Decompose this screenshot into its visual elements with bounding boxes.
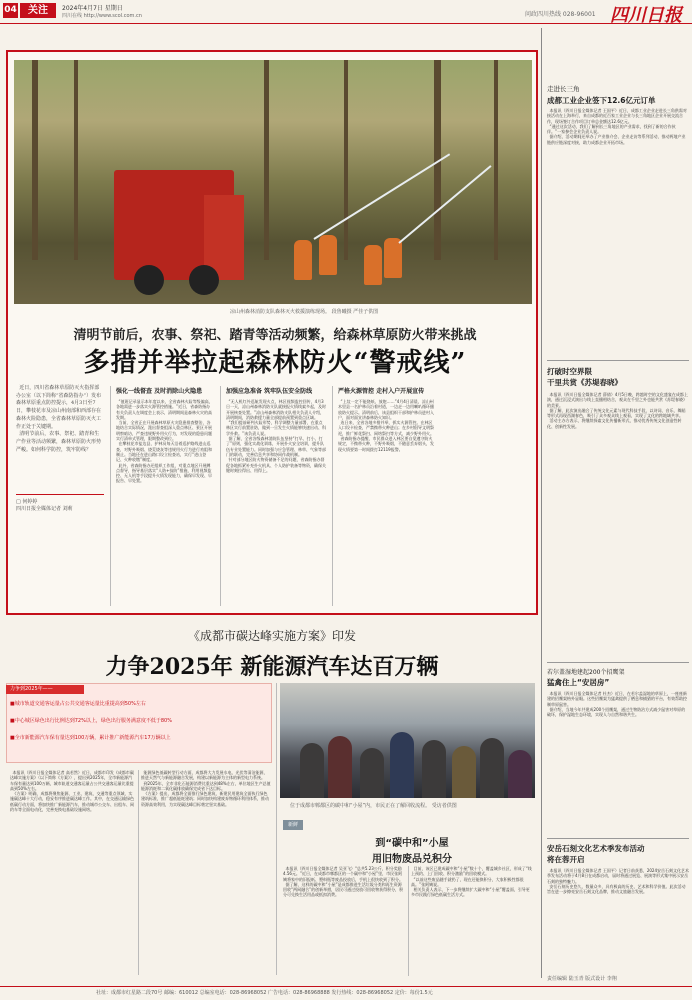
story3-headline-line2: 用旧物废品兑积分 [372, 854, 452, 865]
right-story4-body: 本报讯（四川日报全媒体记者 王国平）记者日前获悉，2024安岳石刻文化艺术季发布活动将于4月8日在成都启动，届时将通过展览、展演等形式集中展示安岳石刻的独特魅力。 安岳石刻历史悠久、数量众多，具有极高的历史、艺术和科学价值。此次活动旨在进一步擦亮安岳石刻文化品牌，推动文旅融合发展。 [547, 868, 689, 895]
column-heading: 强化一线督查 及时消除山火隐患 [116, 388, 203, 395]
story3-headline-line1: 到“碳中和”小屋 [375, 838, 449, 849]
right-story2-title: 打破时空界限 干里共赏《苏堤春晓》 [547, 367, 622, 387]
feature-tag: 新鲜 [283, 820, 303, 830]
website: 四川在线 http://www.scol.com.cn [62, 13, 142, 19]
column-heading: 严格火源管控 走村入户开展宣传 [338, 388, 425, 395]
right-story3-body: 本报讯（四川日报全媒体记者 杜杰）近日，在若尔盖湿地的草原上，一座座新建的招鹰架格外显眼。这些招鹰架为猛禽提供了栖息和捕猎的平台，有效帮助控制草原鼠害。 据介绍，当地今年共建成200个招鹰架，通过生物防治方式减少鼠害对草原的破坏，保护湿地生态环境，实现人与自然和谐共生。 [547, 691, 687, 718]
section-label: 关注 [20, 3, 56, 18]
right-story1-kicker: 走进长三角 [547, 85, 580, 93]
key-figure-line: ■城市轨道交通客运量占公共交通客运量比重提高到50%左右 [10, 701, 146, 707]
story2-kicker: 《成都市碳达峰实施方案》印发 [187, 629, 356, 643]
story2-headline: 力争2025年 新能源汽车达百万辆 [105, 654, 439, 680]
story2-column-1: 本报讯（四川日报全媒体记者 高若然）近日，成都市印发《成都市碳达峰实施方案》（以下简称《方案》），提出到2025年，全市新能源汽车保有量达到100万辆，城市轨道交通客运量占公共交通客运量比重提高到50%左右。 《方案》明确，成都将聚焦能源、工业、建筑、交通等重点领域，实施碳达峰十大行动，稳妥有序推进碳达峰工作。其中，在交通运输绿色低碳行动方面，将加快推广新能源汽车，推动城市公交车、出租车、网约车等全面电动化，完善充换电基础设施网络。 [10, 770, 134, 813]
column-text: “值班记录显示本年度以来，全省森林火险等级偏高，各地需进一步落实火源管控措施。”近日，省森防指办有关负责人在调度会上表示，清明期间是森林火灾的高发期。 当前，全省正在开展森林草原火灾隐患排查整治，各地结合实际情况，派出督查组深入重点林区、景区开展明察暗访，严查违规野外用火行为，对发现的隐患问题实行清单式管理，限期整改到位。 在攀枝花市盐边县，护林员每天沿着巡护路线进山巡查，对野外吸烟、烧荒烧灰等违规用火行为进行劝阻和制止。当地还在进山路口设立检查站，实行“进山登记、火种收缴”制度。 此外，省森防指办还组织工作组，对重点地区开展蹲点督导，指导基层落实“人防+技防”措施，利用视频监控、无人机等手段提升火情发现能力，确保早发现、早报告、早处置。 [116, 399, 213, 484]
photo-caption: 位于成都市郫都区的碳中和“小屋”内，市民正在了解回收流程。 受访者供图 [290, 803, 457, 809]
column-heading: 加强应急准备 筑牢队伍安全防线 [226, 388, 313, 395]
right-story3-kicker: 若尔盖湿地建起200个招鹰架 [547, 669, 625, 676]
story1-byline: □ 何婷婷 四川日报全媒体记者 刘莉 [16, 494, 104, 518]
story1-subhead: 清明节前后，农事、祭祀、踏青等活动频繁，给森林草原防火带来挑战 [73, 328, 477, 343]
key-figure-line: ■中心城区绿色出行比例达到72%以上，绿色出行服务满意度不低于80% [10, 718, 172, 724]
column-text: “无人机红外巡航发现火点，林区视频监控回传，4月3日一天，凉山州森林消防支队就接报火情线索多起，及时开展核查处置。”凉山州森林消防支队相关负责人介绍，清明期间，消防救援力量全部提前预置到重点区域。 “我们提前研判火险形势，科学调整力量部署，在重点林区实行前置驻防，做到一旦发生火情能够快速出动、科学扑救。”该负责人说。 据了解，全省各级森林消防队伍坚持“打早、打小、打了”原则，强化实战化训练，开展扑火安全培训，提升队伍专业处置能力。同时加强与应急管理、林草、气象等部门的联动，完善信息共享和协同作战机制。 针对部分地区防火物资储备不足的问题，省森防指办督促各地抓紧补充扑火机具、个人防护装备等物资，确保关键时刻拉得出、用得上。 [226, 399, 326, 473]
right-story4-title: 安岳石刻文化艺术季发布活动 将在蓉开启 [547, 844, 645, 864]
right-story1-title: 成都工业企业签下12.6亿元订单 [547, 96, 656, 105]
story1-column-1 [116, 386, 214, 484]
photo-caption: 凉山州森林消防支队森林灭火救援演练现场。 段鲁曦摄 严佳子供图 [230, 309, 379, 315]
story1-lead: 近日，四川省森林草原防灭火指挥部办公室（以下简称“省森防指办”）发布森林草原重点防控提示，4月3日至7日，攀枝花市及凉山州南部和西部存在森林火险隐患，全省森林草原防灭火工作正处于关键期。 清明节前后，农事、祭祀、踏青和生产作业等活动频繁，森林草原防火形势严峻。如何科学防控，筑牢防线？ [16, 385, 102, 453]
firefighting-drill-photo [14, 60, 532, 304]
story1-column-3 [338, 386, 434, 452]
footer: 社址：成都市红星路二段70号 邮编：610012 总编室电话：028-86968052 广告电话：028-86968888 发行热线：028-86968052 定价：每份1.5元 [0, 986, 692, 1000]
story2-column-2: 能源绿色低碳转型行动方面，成都将大力发展水电、光伏等清洁能源，推进天然气与新能源融合发展，构建以新能源为主体的新型电力系统。 到2025年，全市非化石能源消费比重达到48%左右，单位地区生产总值能源消耗和二氧化碳排放确保完成省下达目标。 《方案》提出，成都将全面推行绿色建筑，新建民用建筑全面执行绿色建筑标准，推广超低能耗建筑；同时加快构建废弃物循环利用体系，推动资源高效利用，为实现碳达峰目标奠定坚实基础。 [141, 770, 271, 807]
key-figure-line: ■全市新能源汽车保有量达到100万辆，累计推广新能源汽车17万辆以上 [10, 735, 171, 741]
hotline: 问政四川热线 028-96001 [525, 11, 596, 18]
right-story2-body: 本报讯（四川日报全媒体记者 薛倩）4月5日晚，跨越时空的文化盛宴在成都上演，通过沉浸式演出与线上直播相结合，观众在千里之外也能共赏《苏堤春晓》的美景。 据了解，此次演出融合了传统文化元素与现代科技手段，以诗词、音乐、舞蹈等形式再现西湖春色，吸引了众多观众线上观看，实现了文化的跨地域共享。 活动主办方表示，将继续探索文化传播新形式，推动优秀传统文化创造性转化、创新性发展。 [547, 392, 688, 429]
story1-column-2 [226, 386, 326, 473]
editors-credit: 责任编辑 陆玉青 版式设计 李翔 [547, 976, 617, 982]
right-story1-body: 本报讯（四川日报全媒体记者 王国平）近日，成都工业企业走进长三角供需对接活动在上海举行，来自成都的近百家工业企业与长三角地区企业开展交流合作，现场签订合作项目订单总金额达12.6亿元。 “通过这次活动，我们了解到长三角地区的产业需求，找到了新的合作伙伴。”一家参会企业负责人说。 据介绍，活动期间还举办了产业推介会、企业走访等系列活动，推动两地产业链供应链深度对接，助力成都企业开拓市场。 [547, 108, 687, 145]
story1-headline: 多措并举拉起森林防火“警戒线” [83, 348, 467, 378]
key-figures-tag: 力争到2025年—— [6, 685, 84, 694]
newspaper-logo: 四川日报 [610, 5, 682, 26]
page-header [0, 0, 692, 24]
page-number: 04 [3, 3, 18, 18]
story3-column-1: 本报讯（四川日报全媒体记者 吴亚飞）“总共5.23公斤，积分奖励4.56元。”近日，在成都市郫都区的一个碳中和“小屋”里，市民张阿姨将家中的旧报纸、塑料瓶等废品投放后，手机上很快收到了积分。 据了解，这样的碳中和“小屋”是成都推进生活垃圾分类和再生资源回收“两网融合”的创新举措，居民可通过投放可回收物获得积分，积分可兑换生活用品或抵扣消费。 [283, 866, 404, 898]
right-story3-title: 猛禽住上“安居房” [547, 678, 610, 687]
issue-date: 2024年4月7日 星期日 [62, 5, 123, 12]
story3-column-2: 目前，该区已建成碳中和“小屋”数十个，覆盖城乡社区，形成了“线上预约、上门回收、积分激励”的回收模式。 “以前这些废品随手就扔了，现在还能换积分，大家积极性都很高。”张阿姨说。 相关负责人表示，下一步将继续扩大碳中和“小屋”覆盖面，引导更多市民践行绿色低碳生活方式。 [411, 866, 532, 898]
column-text: “上坟一定不能烧纸、放炮……”4月4日清晨，凉山州木里县一名护林员沿着村道，一边走一边用喇叭循环播放防火提示。清明前后，该县组织干部和护林员进村入户，面对面宣讲森林防火知识。 连日来，全省各地多措并举，抓实火源管控。在林区入口设卡检查，严禁携带火种进山；在乡村倡导文明祭祀，推广鲜花祭扫、网络祭扫等方式，减少野外用火。 省森防指办提醒，市民群众进入林区要自觉遵守防火规定，不携带火种，不野外吸烟，不随意丢弃烟头，发现火情要第一时间拨打12119报警。 [338, 399, 434, 452]
carbon-hut-photo [280, 683, 535, 798]
